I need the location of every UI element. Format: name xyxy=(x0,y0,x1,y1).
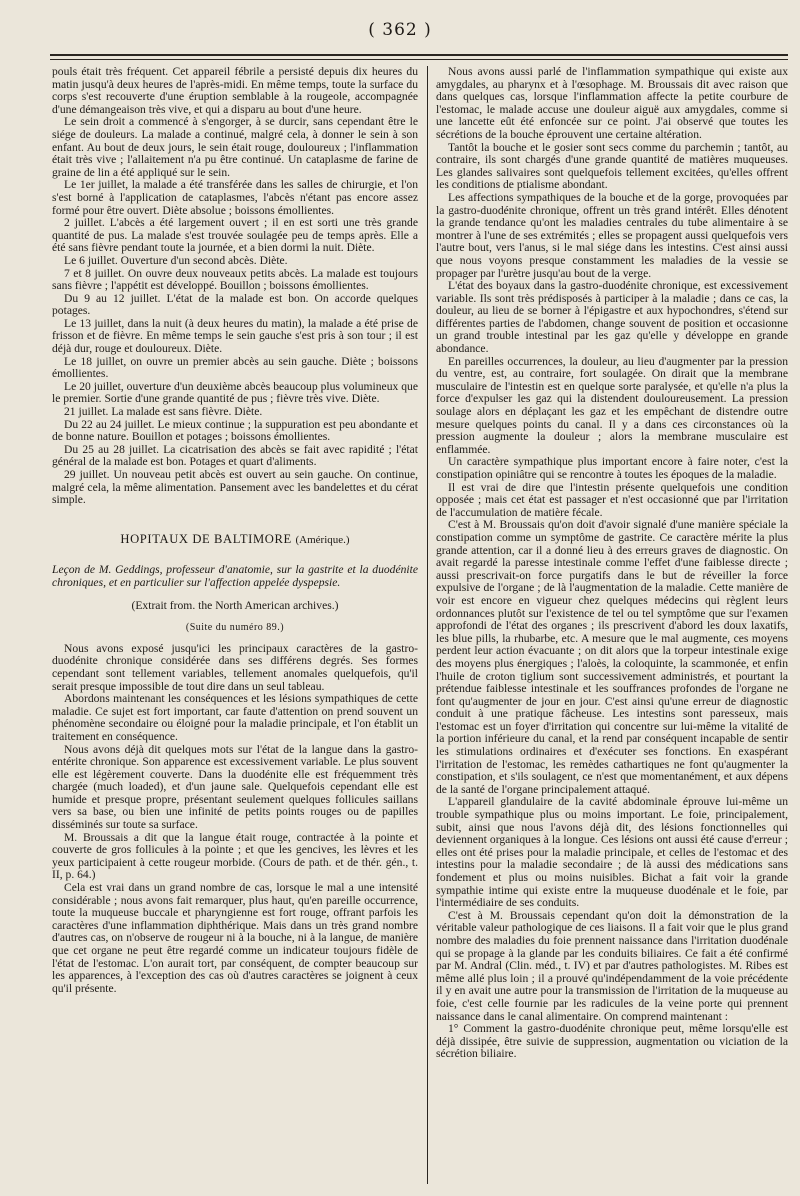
left-paragraph: 7 et 8 juillet. On ouvre deux nouveaux petits abcès. La malade est toujours sans fièvre ; l'appétit est développé. Bouillon ; boissons émollientes. xyxy=(52,266,418,293)
left-paragraph: Du 25 au 28 juillet. La cicatrisation des abcès se fait avec rapidité ; l'état général de la malade est bon. Potages et quart d'aliments. xyxy=(52,442,418,469)
left-column xyxy=(52,66,418,1188)
left-paragraph: Le 6 juillet. Ouverture d'un second abcès. Diète. xyxy=(64,253,288,267)
right-column xyxy=(436,66,788,1188)
section-heading-text: HOPITAUX DE BALTIMORE xyxy=(120,531,292,546)
section-heading xyxy=(52,533,418,547)
left-paragraph: Nous avons déjà dit quelques mots sur l'état de la langue dans la gastro-entérite chronique. Son apparence est excessivement variable. Le plus souvent elle est légèrement couverte. Dans la duodénite elle est fréquemment très chargée (much loaded), et d'un jaune sale. Quelquefois cependant elle est humide et presque propre, présentant seulement quelques follicules saillans vers sa base, ou bien une infinité de petits points rouges ou de papilles disséminés sur toute sa surface. xyxy=(52,742,418,832)
left-paragraph: Abordons maintenant les conséquences et les lésions sympathiques de cette maladie. Ce sujet est fort important, car faute d'attention on prend souvent un phénomène secondaire ou éloigné pour la maladie principale, et l'on établit un traitement en conséquence. xyxy=(52,692,418,743)
header-rule-thick xyxy=(50,54,788,56)
left-paragraph: M. Broussais a dit que la langue était rouge, contractée à la pointe et couverte de gros follicules à la pointe ; et que les gencives, les lèvres et les yeux participaient à cette rougeur morbide. (Cours de path. et de thér. gén., t. II, p. 64.) xyxy=(52,830,418,882)
right-paragraph: Tantôt la bouche et le gosier sont secs comme du parchemin ; tantôt, au contraire, ils sont chargés d'une grande quantité de matières muqueuses. Les glandes salivaires sont quelquefois tellement excitées, qu'elles offrent les conditions de ptialisme abondant. xyxy=(436,140,788,192)
left-paragraph: Le 20 juillet, ouverture d'un deuxième abcès beaucoup plus volumineux que le premier. Sortie d'une grande quantité de pus ; fièvre très vive. Diète. xyxy=(52,379,418,406)
left-paragraph: Le 18 juillet, on ouvre un premier abcès au sein gauche. Diète ; boissons émollientes. xyxy=(52,354,418,381)
right-paragraph: C'est à M. Broussais cependant qu'on doit la démonstration de la véritable valeur pathologique de ces liaisons. Il a fait voir que le plus grand nombre des maladies du foie prennent naissance dans l'irritation duodénale qui se propage à la glande par les conduits biliaires. Ce fait a été confirmé par M. Andral (Clin. méd., t. IV) et par d'autres pathologistes. M. Ribes est même allé plus loin ; il a prouvé qu'indépendamment de la voie précédente il y en avait une autre pour la transmission de l'irritation de la muqueuse au foie, c'est celle fournie par les radicules de la veine porte qui prennent naissance dans le canal alimentaire. On comprend maintenant : xyxy=(436,908,788,1023)
left-paragraph: Du 22 au 24 juillet. Le mieux continue ; la suppuration est peu abondante et de bonne nature. Bouillon et potages ; boissons émollientes. xyxy=(52,417,418,444)
right-paragraph: 1° Comment la gastro-duodénite chronique peut, même lorsqu'elle est déjà dissipée, être suivie de suppression, augmentation ou viciation de la sécrétion biliaire. xyxy=(436,1022,788,1061)
left-paragraph: Le sein droit a commencé à s'engorger, à se durcir, sans cependant être le siége de douleurs. La malade a continué, malgré cela, à donner le sein à son enfant. Au bout de deux jours, le sein était rouge, douloureux ; l'inflammation était très vive ; l'allaitement n'a pu être continué. Un cataplasme de farine de graine de lin a été appliqué sur le sein. xyxy=(52,115,418,179)
right-paragraph: Il est vrai de dire que l'intestin présente quelquefois une condition opposée ; mais cet état est passager et n'est occasionné que par l'irritation de l'accumulation de matière fécale. xyxy=(436,480,788,519)
left-paragraph: Nous avons exposé jusqu'ici les principaux caractères de la gastro-duodénite chronique considérée dans ses différens degrés. Ses formes cependant sont tellement variables, tellement anomales quelquefois, qu'il serait presque impossible de tout dire dans un seul tableau. xyxy=(52,641,418,693)
lecture-title: Leçon de M. Geddings, professeur d'anatomie, sur la gastrite et la duodénite chroniques, et en particulier sur l'affection appelée dyspepsie. xyxy=(52,563,418,589)
left-paragraph: Le 1er juillet, la malade a été transférée dans les salles de chirurgie, et l'on s'est borné à l'application de cataplasmes, l'abcès n'étant pas encore assez formé pour être ouvert. Diète absolue ; boissons émollientes. xyxy=(52,178,418,217)
left-paragraph: 29 juillet. Un nouveau petit abcès est ouvert au sein gauche. On continue, malgré cela, la même alimentation. Pansement avec les bandelettes et du cérat simple. xyxy=(52,468,418,507)
right-paragraph: Un caractère sympathique plus important encore à faire noter, c'est la constipation opiniâtre qui se rencontre à toutes les époques de la maladie. xyxy=(436,455,788,481)
right-paragraph: L'état des boyaux dans la gastro-duodénite chronique, est excessivement variable. Ils sont très prédisposés à participer à la maladie ; dans ce cas, la douleur, au lieu de se borner à l'épigastre et aux hypochondres, s'étend sur différentes parties de l'abdomen, change souvent de position et occasionne un grand trouble intestinal par les gaz qu'elle y développe en grande abondance. xyxy=(436,279,788,356)
section-heading-note: (Amérique.) xyxy=(295,533,350,546)
column-divider xyxy=(427,66,428,1184)
page-number: ( 362 ) xyxy=(368,20,432,40)
right-paragraph: C'est à M. Broussais qu'on doit d'avoir signalé d'une manière spéciale la constipation comme un symptôme de gastrite. Ce caractère mérite la plus grande attention, car il a donné lieu à des erreurs graves de diagnostic. On avait regardé la paresse intestinale comme l'effet d'une faiblesse directe ; aussi prescrivait-on force purgatifs dans le but de réveiller la force expulsive de l'organe ; de là l'augmentation de la maladie. Cette manière de voir est encore en vigueur chez quelques médecins qui règlent leurs ordonnances plutôt sur l'existence de tel ou tel symptôme que sur l'examen approfondi de l'état des organes ; ils prescrivent d'abord les doux laxatifs, les blue pills, la rhubarbe, etc. A mesure que le mal augmente, ces moyens perdent leur action évacuante ; on dit alors que la torpeur intestinale exige des moyens plus énergiques ; l'aloès, la coloquinte, la scammonée, et enfin l'huile de croton tiglium sont successivement administrés, et pourtant la prétendue faiblesse intestinale et les souffrances profondes de l'organe ne font qu'augmenter de jour en jour. C'est ainsi qu'une erreur de diagnostic conduit à une pratique fâcheuse. Les intestins sont paresseux, mais l'estomac est un foyer d'irritation qui concentre sur lui-même la vitalité de la portion inférieure du canal, et la rend par conséquent incapable de sentir les stimulations ordinaires et d'exécuter ses fonctions. En exaspérant l'irritation de l'estomac, les remèdes cathartiques ne font qu'augmenter la constipation, et s'ils soulagent, ce n'est que momentanément, et aux dépens de la santé de l'organe principalement attaqué. xyxy=(436,518,788,796)
left-paragraph: Le 13 juillet, dans la nuit (à deux heures du matin), la malade a été prise de frisson et de fièvre. En même temps le sein gauche s'est pris à son tour ; il est déjà dur, rouge et douloureux. Diète. xyxy=(52,316,418,356)
right-paragraph: L'appareil glandulaire de la cavité abdominale éprouve lui-même un trouble sympathique plus ou moins important. Le foie, principalement, subit, ainsi que nous l'avons déjà dit, des lésions fonctionnelles qui deviennent organiques à la longue. Ces lésions ont aussi été cause d'erreur ; elles ont été prises pour la maladie principale, et celles de l'estomac et des intestins pour la maladie secondaire ; de là aussi des médications sans fondement et plus ou moins nuisibles. Bichat a fait voir la grande sympathie intime qui existe entre la muqueuse duodénale et le foie, par l'intermédiaire de ses conduits. xyxy=(436,795,788,910)
right-paragraph: Les affections sympathiques de la bouche et de la gorge, provoquées par la gastro-duodénite chronique, offrent un très grand intérêt. Elles dénotent la grande tendance qu'ont les maladies centrales du tube alimentaire à se montrer à l'une de ses extrémités ; elles se propagent aussi quelquefois vers l'autre bout, vers l'anus, si le mal siége dans les intestins. C'est ainsi aussi que nous voyons presque constamment les maladies de la vessie se propager par l'urètre jusqu'au bout de la verge. xyxy=(436,190,788,280)
sequel-note: (Suite du numéro 89.) xyxy=(185,622,285,634)
right-paragraph: En pareilles occurrences, la douleur, au lieu d'augmenter par la pression du ventre, est, au contraire, fort soulagée. On dirait que la membrane musculaire de l'intestin est en quelque sorte paralysée, et qu'elle n'a plus la force d'expulser les gaz qui la distendent douloureusement. La pression soulage alors en déplaçant les gaz et les empêchant de distendre outre mesure quelques points du canal. Il y a dans ces circonstances où la pression augmente la douleur ; alors la membrane musculaire est enflammée. xyxy=(436,354,788,456)
left-paragraph: Du 9 au 12 juillet. L'état de la malade est bon. On accorde quelques potages. xyxy=(52,291,418,318)
header-rule-thin xyxy=(50,59,788,60)
extract-note: (Extrait from. the North American archives.) xyxy=(131,598,339,612)
right-paragraph: Nous avons aussi parlé de l'inflammation sympathique qui existe aux amygdales, au pharynx et à l'œsophage. M. Broussais dit avec raison que dans quelques cas, lorsque l'inflammation affecte la petite courbure de l'estomac, le malade accuse une douleur aiguë aux amygdales, comme si une lancette eût été enfoncée sur ce point. J'ai observé que toutes les sécrétions de la bouche éprouvent une certaine altération. xyxy=(436,66,788,141)
left-paragraph: Cela est vrai dans un grand nombre de cas, lorsque le mal a une intensité considérable ; nous avons fait remarquer, plus haut, qu'en pareille occurrence, toute la muqueuse buccale et pharyngienne est fort rouge, offrant parfois les caractères d'une inflammation diphthérique. Mais dans un très grand nombre d'autres cas, on n'observe de rougeur ni à la bouche, ni à la langue, de manière que cet organe ne peut être regardé comme un indicateur toujours fidèle de l'état de l'estomac. L'on aurait tort, par conséquent, de compter beaucoup sur les apparences, à l'exception des cas où d'autres caractères se joignent à ceux qu'il présente. xyxy=(52,881,418,995)
left-paragraph: 21 juillet. La malade est sans fièvre. Diète. xyxy=(64,405,263,419)
left-paragraph: 2 juillet. L'abcès a été largement ouvert ; il en est sorti une très grande quantité de pus. La malade s'est trouvée soulagée peu de temps après. Elle a été sans fièvre pendant toute la journée, et a bien dormi la nuit. Diète. xyxy=(52,216,418,255)
left-paragraph: pouls était très fréquent. Cet appareil fébrile a persisté depuis dix heures du matin jusqu'à deux heures de l'après-midi. En même temps, toute la surface du corps s'est recouverte d'une éruption semblable à la rougeole, accompagnée d'une démangeaison très vive, et qui a disparu au bout d'une heure. xyxy=(52,66,418,116)
